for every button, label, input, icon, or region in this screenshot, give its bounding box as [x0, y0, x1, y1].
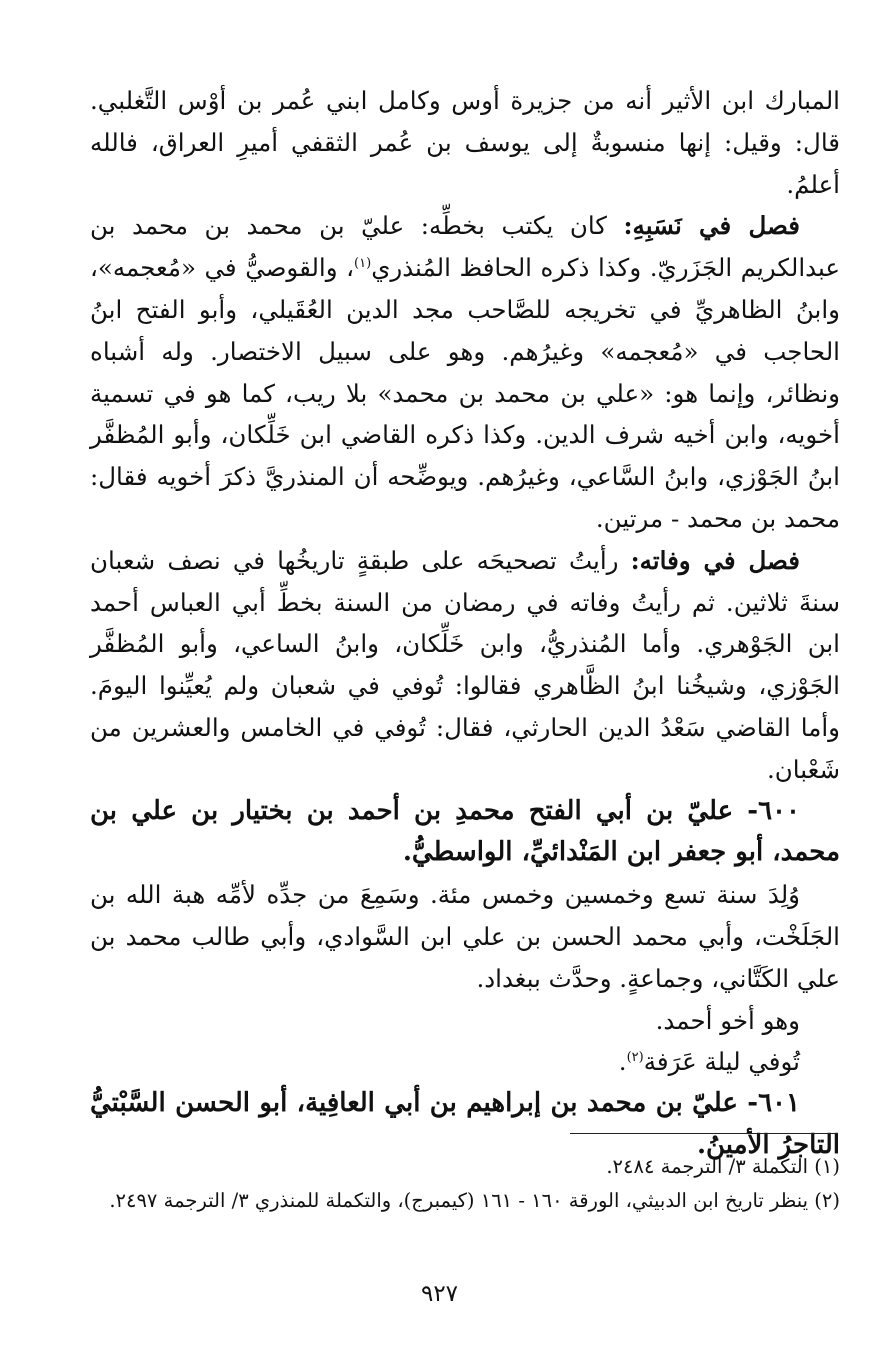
footnote-text: ينظر تاريخ ابن الدبيثي، الورقة ١٦٠ - ١٦١ (كيمبرج)، والتكملة للمنذري ٣/ الترجمة ٢٤٩٧. — [109, 1189, 809, 1212]
footnote-number: (٢) — [814, 1189, 840, 1212]
section-death-text: رأيتُ تصحيحَه على طبقةٍ تاريخُها في نصف شعبان سنةَ ثلاثين. ثم رأيتُ وفاته في رمضان من السنة بخطِّ أبي العباس أحمد ابن الجَوْهري. وأما المُنذريُّ، وابن خَلِّكان، وابنُ الساعي، وأبو المُظفَّر الجَوْزي، وشيخُنا ابنُ الظَّاهري فقالوا: تُوفي في شعبان ولم يُعيِّنوا اليومَ. وأما القاضي سَعْدُ الدين الحارثي، فقال: تُوفي في الخامس والعشرين من شَعْبان. — [90, 545, 840, 784]
entry-600-paragraph-2: وهو أخو أحمد. — [655, 1005, 800, 1035]
entry-600-death-text: تُوفي ليلة عَرَفة — [643, 1047, 800, 1077]
footnote-ref-1[interactable]: (١) — [354, 256, 372, 272]
footnote-ref-2[interactable]: (٢) — [626, 1050, 644, 1066]
section-death — [90, 540, 840, 791]
footnote-text: التكملة ٣/ الترجمة ٢٤٨٤. — [606, 1155, 809, 1178]
entry-600-paragraph-3 — [90, 1041, 840, 1083]
footnote-number: (١) — [814, 1155, 840, 1178]
paragraph-intro: المبارك ابن الأثير أنه من جزيرة أوس وكامل ابني عُمر بن أوْس التَّغلبي. قال: وقيل: إنها منسوبةٌ إلى يوسف بن عُمر الثقفي أميرِ العراق، فالله أعلمُ. — [90, 86, 840, 199]
section-lineage-text-b: ، والقوصيُّ في «مُعجمه»، وابنُ الظاهريِّ في تخريجه للصَّاحب مجد الدين العُقَيلي، وأبو الفتح ابنُ الحاجب في «مُعجمه» وغيرُهم. وهو على سبيل الاختصار. وله أشباه ونظائر، وإنما هو: «علي بن محمد بن محمد» بلا ريب، كما هو في تسمية أخويه، وابن أخيه شرف الدين. وكذا ذكره القاضي ابن خَلِّكان، وأبو المُظفَّر ابنُ الجَوْزي، وابنُ السَّاعي، وغيرُهم. ويوضِّحه أن المنذريَّ ذكرَ أخويه فقال: محمد بن محمد - مرتين. — [90, 253, 840, 533]
section-lineage-text-a: كان يكتب بخطِّه: عليّ بن محمد بن محمد بن عبدالكريم الجَزَريّ. وكذا ذكره الحافظ المُنذري — [90, 211, 840, 283]
section-heading-death: فصل في وفاته: — [630, 545, 801, 575]
footnote-1 — [90, 1150, 840, 1184]
main-text — [90, 80, 840, 1167]
section-heading-lineage: فصل في نَسَبِهِ: — [623, 211, 800, 241]
page-number: ٩٢٧ — [420, 1281, 459, 1307]
footnote-divider — [570, 1133, 838, 1134]
entry-heading-600: ٦٠٠- عليّ بن أبي الفتح محمدِ بن أحمد بن بختيار بن علي بن محمد، أبو جعفر ابن المَنْدائيِّ، الواسطيُّ. — [90, 795, 840, 868]
entry-600-death-end: . — [618, 1047, 627, 1077]
footnote-2 — [90, 1184, 840, 1218]
entry-heading-601: ٦٠١- عليّ بن محمد بن إبراهيم بن أبي العافِية، أبو الحسن السَّبْتيُّ التاجرُ الأمينُ. — [90, 1088, 840, 1160]
section-lineage — [90, 205, 840, 539]
entry-600-paragraph-1: وُلِدَ سنة تسع وخمسين وخمس مئة. وسَمِعَ من جدِّه لأمِّه هبة الله بن الجَلَخْت، وأبي محمد الحسن بن علي ابن السَّوادي، وأبي طالب محمد بن علي الكَتَّاني، وجماعةٍ. وحدَّث ببغداد. — [90, 880, 840, 993]
footnotes — [90, 1150, 840, 1218]
